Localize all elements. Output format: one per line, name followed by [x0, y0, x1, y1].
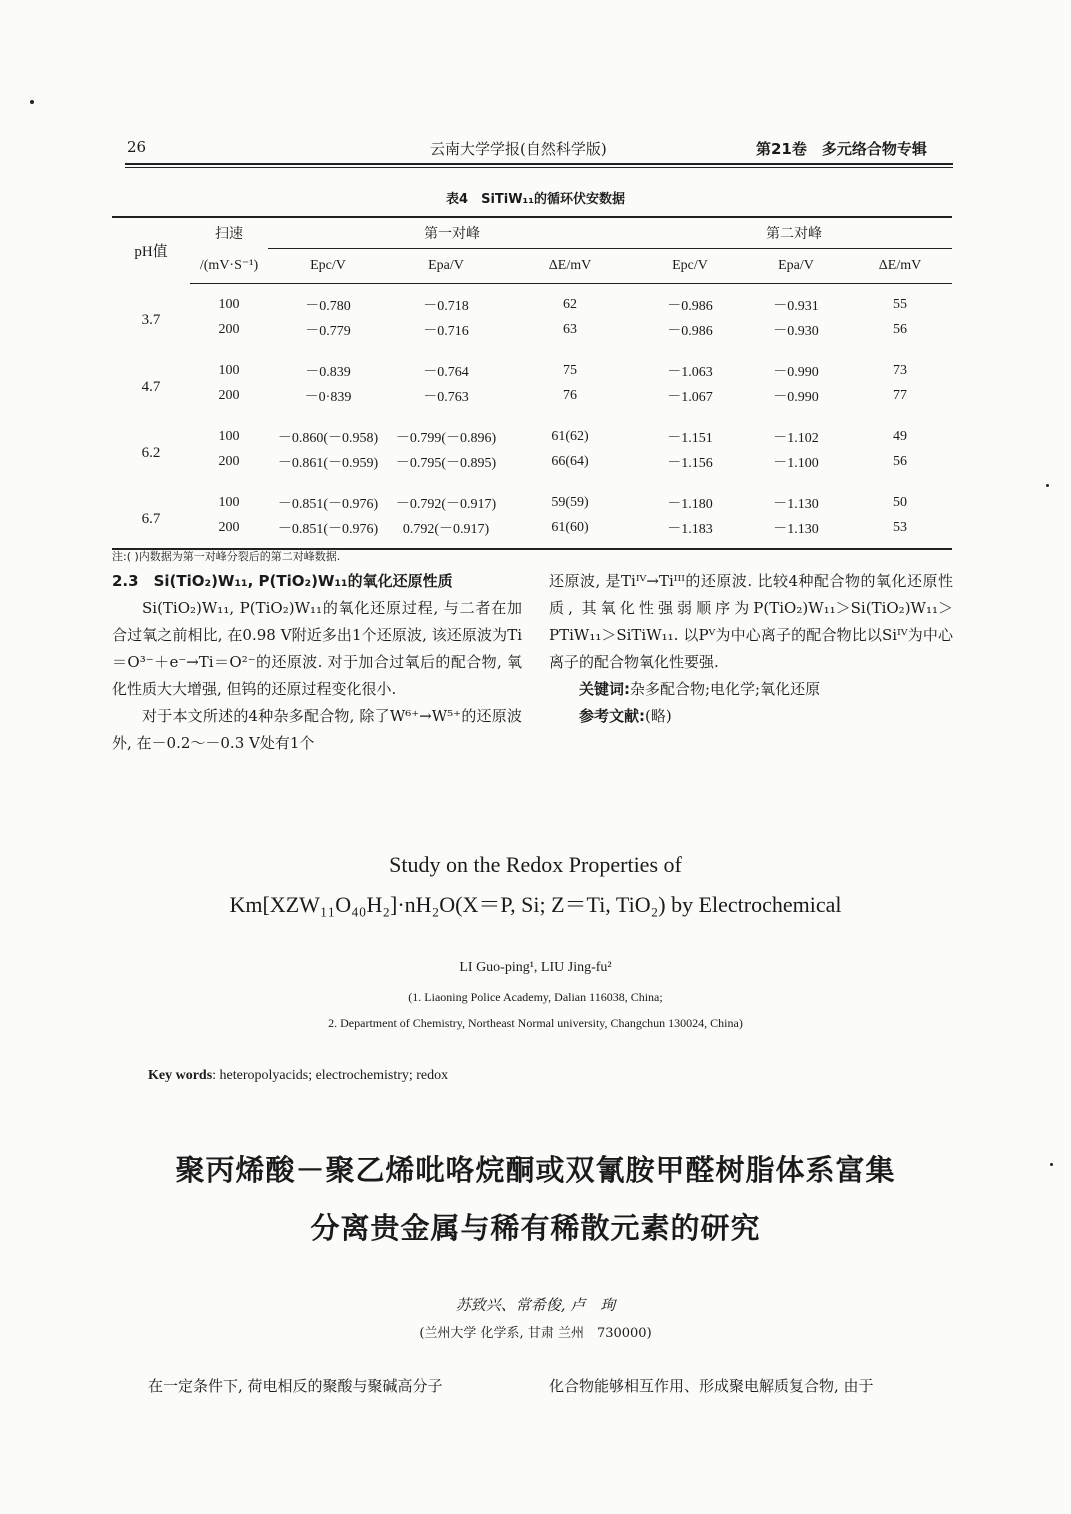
body-paragraph: Si(TiO₂)W₁₁, P(TiO₂)W₁₁的氧化还原过程, 与二者在加合过氧之前相比, 在0.98 V附近多出1个还原波, 该还原波为Ti＝O³⁻＋e⁻→Ti＝O²⁻的还原波. 对于加合过氧后的配合物, 氧化性质大大增强, 但钨的还原过程变化很小.: [112, 599, 522, 698]
header-rule: [125, 163, 953, 165]
table-cell: 50: [893, 494, 907, 510]
table-cell: －0.792(－0.917): [395, 496, 497, 512]
next-article-body-left: 在一定条件下, 荷电相反的聚酸与聚碱高分子: [148, 1377, 443, 1395]
references-line: [549, 703, 953, 730]
table-cell: 100: [218, 428, 240, 444]
table-cell: －0.930: [773, 323, 819, 339]
table-cell: －1.156: [667, 455, 713, 471]
table-cell: 200: [218, 453, 240, 469]
table-row: [112, 284, 952, 318]
table-cell: －0.990: [773, 389, 819, 405]
table-cell: －0.795(－0.895): [395, 455, 497, 471]
table-cell: －0.799(－0.896): [395, 430, 497, 446]
table-group-ph-4-7: [112, 350, 952, 416]
table-cell: －0.851(－0.976): [277, 496, 379, 512]
header-scan-rate-line1: 扫速: [215, 227, 243, 243]
table-cell: －0.718: [423, 298, 469, 314]
scan-speck: [30, 100, 34, 104]
table-cell: －1.130: [744, 515, 848, 549]
right-column: [549, 568, 953, 730]
header-epa-2: Epa/V: [744, 249, 848, 284]
english-authors: LI Guo-ping¹, LIU Jing-fu²: [459, 960, 612, 975]
table-cell: 55: [893, 296, 907, 312]
header-rule-thin: [125, 167, 953, 168]
table-cell: 100: [218, 362, 240, 378]
header-epc-1: Epc/V: [268, 249, 388, 284]
volume-info: 第21卷 多元络合物专辑: [756, 140, 927, 158]
header-ph: pH值: [134, 244, 168, 261]
table-cell: －1.067: [667, 389, 713, 405]
table-cell: －0.764: [423, 364, 469, 380]
english-affiliation-2: 2. Department of Chemistry, Northeast Normal university, Changchun 130024, China): [328, 1016, 743, 1030]
next-article-authors: 苏致兴、常希俊, 卢 珣: [455, 1296, 616, 1314]
table-cell: －1.183: [636, 515, 744, 549]
table-cell: －0.716: [423, 323, 469, 339]
english-title-line2: Km[XZW₁₁O₄₀H₂]·nH₂O(X＝P, Si; Z＝Ti, TiO₂) by Electrochemical: [229, 892, 842, 917]
references-text: (略): [645, 707, 672, 725]
table-cell: 56: [893, 321, 907, 337]
table-cell: －0.931: [773, 298, 819, 314]
table-cell: －0.990: [773, 364, 819, 380]
table-cell: 61(60): [504, 515, 636, 549]
table-row: [112, 350, 952, 383]
table-cell: －1.130: [773, 496, 819, 512]
table-group-ph-6-2: [112, 416, 952, 482]
english-affiliation-1: (1. Liaoning Police Academy, Dalian 116038, China;: [408, 990, 663, 1004]
table-cell: 77: [893, 387, 907, 403]
table-row: [112, 416, 952, 449]
header-epa-1: Epa/V: [388, 249, 504, 284]
english-keywords-label: Key words: [148, 1068, 213, 1083]
table-cell: －0.779: [305, 323, 351, 339]
references-label: 参考文献:: [579, 707, 645, 725]
table-cell: －1.151: [667, 430, 713, 446]
table-cell: －0·839: [304, 389, 352, 405]
table-row: [112, 449, 952, 482]
keywords-text: 杂多配合物;电化学;氧化还原: [630, 680, 821, 698]
header-de-2: ΔE/mV: [848, 249, 952, 284]
table-cell: 49: [893, 428, 907, 444]
keywords-label: 关键词:: [579, 680, 630, 698]
header-scan-rate: [190, 217, 268, 249]
table-group-ph-6-7: [112, 482, 952, 549]
journal-name: 云南大学学报(自然科学版): [430, 140, 607, 158]
scan-speck: [1050, 1163, 1053, 1166]
left-column: [112, 568, 522, 757]
header-epc-2: Epc/V: [636, 249, 744, 284]
english-title-line1: Study on the Redox Properties of: [389, 852, 682, 877]
next-article-title-line2: 分离贵金属与稀有稀散元素的研究: [310, 1211, 761, 1245]
body-paragraph: 还原波, 是Tiᴵⱽ→Tiᴵᴵᴵ的还原波. 比较4种配合物的氧化还原性质, 其氧化性强弱顺序为P(TiO₂)W₁₁＞Si(TiO₂)W₁₁＞PTiW₁₁＞SiTiW₁₁. 以Pⱽ为中心离子的配合物比以Siᴵⱽ为中心离子的配合物氧化性要强.: [549, 572, 953, 671]
table-cell: 100: [218, 494, 240, 510]
table-cell: 62: [563, 296, 577, 312]
header-de-1: ΔE/mV: [504, 249, 636, 284]
table-cell: 200: [190, 515, 268, 549]
table-group-ph-3-7: [112, 284, 952, 351]
table-cell: 63: [563, 321, 577, 337]
next-article-affiliation: (兰州大学 化学系, 甘肃 兰州 730000): [419, 1326, 652, 1341]
ph-value: 6.2: [141, 444, 161, 461]
next-article-title-line1: 聚丙烯酸－聚乙烯吡咯烷酮或双氰胺甲醛树脂体系富集: [175, 1153, 896, 1187]
english-keywords-text: : heteropolyacids; electrochemistry; redox: [212, 1068, 449, 1083]
ph-value: 3.7: [141, 312, 161, 329]
section-heading: 2.3 Si(TiO₂)W₁₁, P(TiO₂)W₁₁的氧化还原性质: [112, 572, 453, 590]
english-keywords: [148, 1068, 448, 1084]
table-row: [112, 383, 952, 416]
table-cell: 73: [893, 362, 907, 378]
table-cell: －0.986: [667, 298, 713, 314]
table-cell: 61(62): [551, 428, 589, 444]
table-cell: －0.763: [423, 389, 469, 405]
table-row: [112, 515, 952, 549]
table-cell: 200: [218, 321, 240, 337]
cv-data-table: [112, 216, 952, 550]
table-cell: －0.861(－0.959): [277, 455, 379, 471]
scan-speck: [1046, 484, 1049, 487]
table-cell: －1.102: [773, 430, 819, 446]
table-cell: －0.986: [667, 323, 713, 339]
table-cell: 53: [848, 515, 952, 549]
table-cell: －0.780: [305, 298, 351, 314]
header-scan-unit: /(mV·S⁻¹): [190, 249, 268, 284]
table-cell: 75: [563, 362, 577, 378]
table-cell: 100: [218, 296, 240, 312]
table-cell: 66(64): [551, 453, 589, 469]
table-cell: 0.792(－0.917): [388, 515, 504, 549]
table-row: [112, 482, 952, 515]
header-group2: 第二对峰: [636, 217, 952, 249]
table-row: [112, 317, 952, 350]
table-cell: 200: [218, 387, 240, 403]
table-cell: 56: [893, 453, 907, 469]
table-cell: 59(59): [551, 494, 589, 510]
ph-value: 6.7: [112, 482, 190, 549]
next-article-body-right: 化合物能够相互作用、形成聚电解质复合物, 由于: [549, 1377, 874, 1395]
body-paragraph: 对于本文所述的4种杂多配合物, 除了W⁶⁺→W⁵⁺的还原波外, 在－0.2～－0.3 V处有1个: [112, 707, 522, 752]
table-caption: 表4 SiTiW₁₁的循环伏安数据: [446, 192, 625, 207]
table-cell: 76: [563, 387, 577, 403]
keywords-line: [549, 676, 953, 703]
header-group1: 第一对峰: [268, 217, 636, 249]
table-cell: －1.063: [667, 364, 713, 380]
table-note: 注:( )内数据为第一对峰分裂后的第二对峰数据.: [112, 550, 341, 563]
table-cell: －0.839: [305, 364, 351, 380]
table-cell: －1.100: [773, 455, 819, 471]
page-number: 26: [127, 138, 147, 156]
table-cell: －0.851(－0.976): [268, 515, 388, 549]
ph-value: 4.7: [141, 378, 161, 395]
table-cell: －1.180: [667, 496, 713, 512]
table-cell: －0.860(－0.958): [277, 430, 379, 446]
